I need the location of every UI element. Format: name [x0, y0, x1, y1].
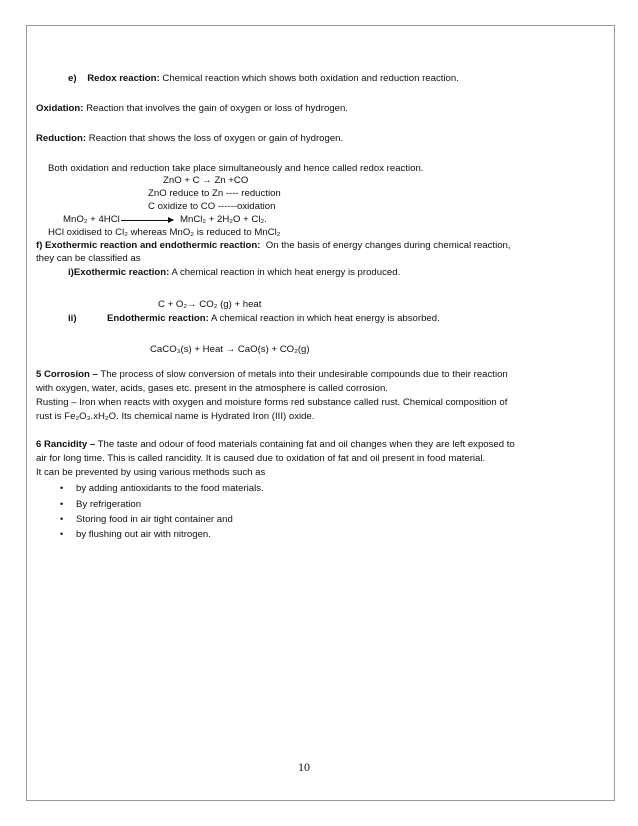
exothermic-line [68, 267, 400, 279]
exothermic-term: Exothermic reaction: [73, 267, 170, 278]
redox-definition-line [68, 73, 459, 85]
corrosion-text2: with oxygen, water, acids, gases etc. present in the atmosphere is called corrosion. [36, 383, 388, 394]
exo-endo-intro-line2: they can be classified as [36, 253, 141, 264]
c-oxidation-note: C oxidize to CO ------oxidation [148, 201, 276, 212]
rancidity-heading: 6 Rancidity – [36, 439, 96, 450]
reduction-term: Reduction: [36, 133, 87, 144]
hcl-oxidation-note: HCl oxidised to Cl₂ whereas MnO₂ is reduced to MnCl₂ [48, 227, 281, 238]
item-prefix: e) [68, 73, 77, 84]
rust-composition-text: rust is Fe₂O₃.xH₂O. Its chemical name is Hydrated Iron (III) oxide. [36, 411, 315, 422]
exo-endo-heading: f) Exothermic reaction and endothermic reaction: [36, 240, 261, 251]
redox-intro: Both oxidation and reduction take place simultaneously and hence called redox reaction. [48, 163, 424, 174]
list-item: Storing food in air tight container and [76, 514, 233, 525]
endothermic-prefix: ii) [68, 313, 77, 324]
rancidity-text3: It can be prevented by using various methods such as [36, 467, 266, 478]
rancidity-text2: air for long time. This is called rancidity. It is caused due to oxidation of fat and oil present in food material. [36, 453, 486, 464]
exothermic-definition: A chemical reaction in which heat energy is produced. [171, 267, 401, 278]
rancidity-text1: The taste and odour of food materials containing fat and oil changes when they are left exposed to [97, 439, 515, 450]
corrosion-line1 [36, 369, 508, 381]
bullet-icon: • [60, 499, 64, 509]
reaction-arrow-icon [121, 220, 173, 221]
endothermic-term: Endothermic reaction: [107, 313, 209, 324]
bullet-icon: • [60, 529, 64, 539]
mno2-equation-right: MnCl₂ + 2H₂O + Cl₂. [180, 214, 267, 225]
oxidation-term: Oxidation: [36, 103, 84, 114]
oxidation-definition: Reaction that involves the gain of oxygen or loss of hydrogen. [86, 103, 348, 114]
endothermic-equation: CaCO₃(s) + Heat → CaO(s) + CO₂(g) [150, 344, 310, 355]
redox-term: Redox reaction: [87, 73, 160, 84]
corrosion-heading: 5 Corrosion – [36, 369, 98, 380]
endothermic-line [68, 313, 77, 325]
zno-reduction-note: ZnO reduce to Zn ---- reduction [148, 188, 281, 199]
reduction-definition: Reaction that shows the loss of oxygen or gain of hydrogen. [88, 133, 344, 144]
endothermic-definition-line [107, 313, 440, 325]
exothermic-prefix: i) [68, 267, 74, 278]
rusting-text: Rusting – Iron when reacts with oxygen and moisture forms red substance called rust. Chemical composition of [36, 397, 508, 408]
bullet-icon: • [60, 483, 64, 493]
oxidation-definition-line [36, 103, 348, 115]
redox-definition: Chemical reaction which shows both oxidation and reduction reaction. [162, 73, 459, 84]
exo-endo-heading-line [36, 240, 511, 252]
exo-endo-intro: On the basis of energy changes during chemical reaction, [265, 240, 511, 251]
list-item: by flushing out air with nitrogen. [76, 529, 211, 540]
reduction-definition-line [36, 133, 343, 145]
rancidity-line1 [36, 439, 515, 451]
endothermic-definition: A chemical reaction in which heat energy is absorbed. [210, 313, 440, 324]
mno2-equation-left: MnO₂ + 4HCl [63, 214, 120, 225]
exothermic-equation: C + O₂→ CO₂ (g) + heat [158, 299, 262, 310]
zno-equation: ZnO + C → Zn +CO [163, 175, 249, 186]
list-item: by adding antioxidants to the food materials. [76, 483, 264, 494]
bullet-icon: • [60, 514, 64, 524]
corrosion-text1: The process of slow conversion of metals into their undesirable compounds due to their reaction [100, 369, 508, 380]
page-number: 10 [298, 760, 310, 774]
list-item: By refrigeration [76, 499, 142, 510]
